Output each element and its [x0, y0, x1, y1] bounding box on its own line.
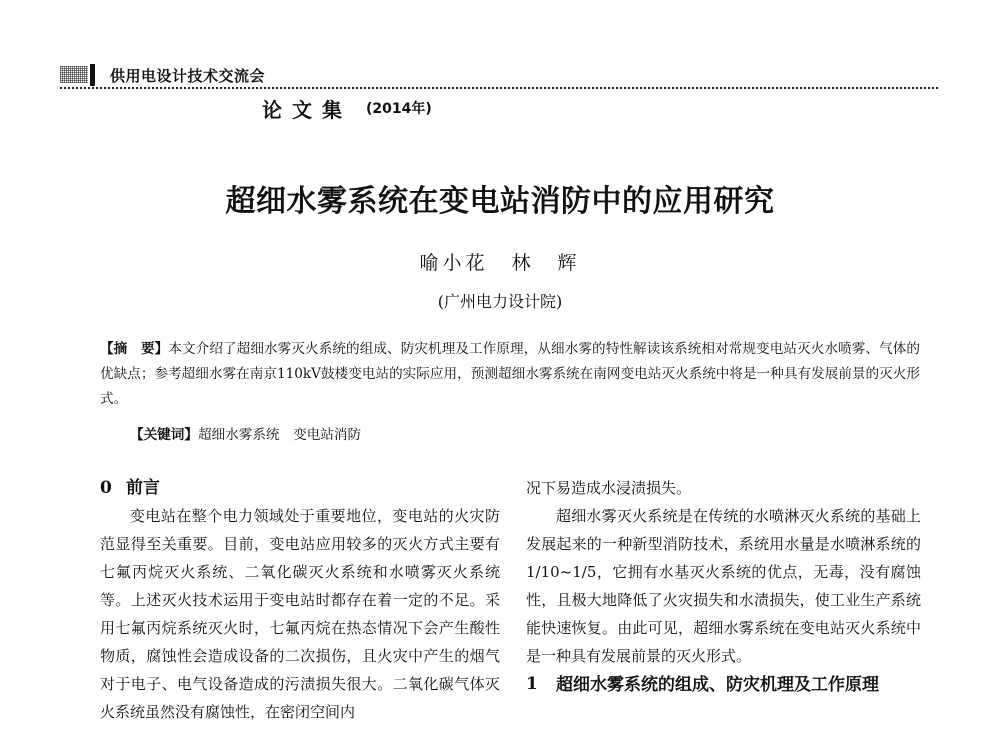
section-0-title: 前言 — [126, 478, 160, 498]
keywords-text: 超细水雾系统 变电站消防 — [197, 427, 362, 443]
header-hatch-pattern — [60, 66, 88, 83]
continuation-text: 况下易造成水浸渍损失。 — [526, 479, 692, 497]
authors: 喻小花 林 辉 — [419, 252, 581, 274]
proceedings-line — [262, 94, 432, 122]
section-0-paragraph: 变电站在整个电力领域处于重要地位，变电站的火灾防范显得至关重要。目前，变电站应用较多的灭火方式主要有七氟丙烷灭火系统、二氧化碳灭火系统和水喷雾灭火系统等。上述灭火技术运用于变电站时都存在着一定的不足。采用七氟丙烷系统灭火时，七氟丙烷在热态情况下会产生酸性物质，腐蚀性会造成设备的二次损伤，且火灾中产生的烟气对于电子、电气设备造成的污渍损失很大。二氧化碳气体灭火系统虽然没有腐蚀性，在密闭空间内 — [100, 507, 500, 721]
paper-title: 超细水雾系统在变电站消防中的应用研究 — [225, 184, 775, 219]
section-0-number: 0 — [100, 478, 112, 498]
header-bar — [90, 64, 95, 86]
left-column — [100, 474, 500, 726]
section-1-title: 超细水雾系统的组成、防灾机理及工作原理 — [556, 675, 879, 695]
abstract — [100, 337, 920, 412]
abstract-label: 【摘 要】 — [100, 341, 169, 357]
header-dotted-rule — [60, 87, 938, 89]
right-column — [526, 474, 921, 700]
keywords-label: 【关键词】 — [130, 427, 198, 443]
affiliation: (广州电力设计院) — [437, 292, 563, 311]
running-header — [60, 64, 938, 84]
right-paragraph: 超细水雾灭火系统是在传统的水喷淋灭火系统的基础上发展起来的一种新型消防技术，系统用水量是水喷淋系统的1/10~1/5，它拥有水基灭火系统的优点，无毒，没有腐蚀性，且极大地降低了火灾损失和水渍损失，使工业生产系统能快速恢复。由此可见，超细水雾系统在变电站灭火系统中是一种具有发展前景的灭火形式。 — [526, 507, 921, 665]
conference-name: 供用电设计技术交流会 — [110, 67, 266, 85]
proceedings-mark: 论文集 — [262, 97, 352, 122]
section-1-number: 1 — [526, 674, 538, 694]
keywords — [130, 424, 920, 446]
section-0-heading — [100, 474, 500, 502]
proceedings-year: (2014年) — [366, 101, 432, 117]
abstract-text: 本文介绍了超细水雾灭火系统的组成、防灾机理及工作原理，从细水雾的特性解读该系统相对常规变电站灭火水喷雾、气体的优缺点；参考超细水雾在南京110kV鼓楼变电站的实际应用，预测超细水雾系统在南网变电站灭火系统中将是一种具有发展前景的灭火形式。 — [100, 341, 921, 407]
section-1-heading — [526, 670, 921, 700]
